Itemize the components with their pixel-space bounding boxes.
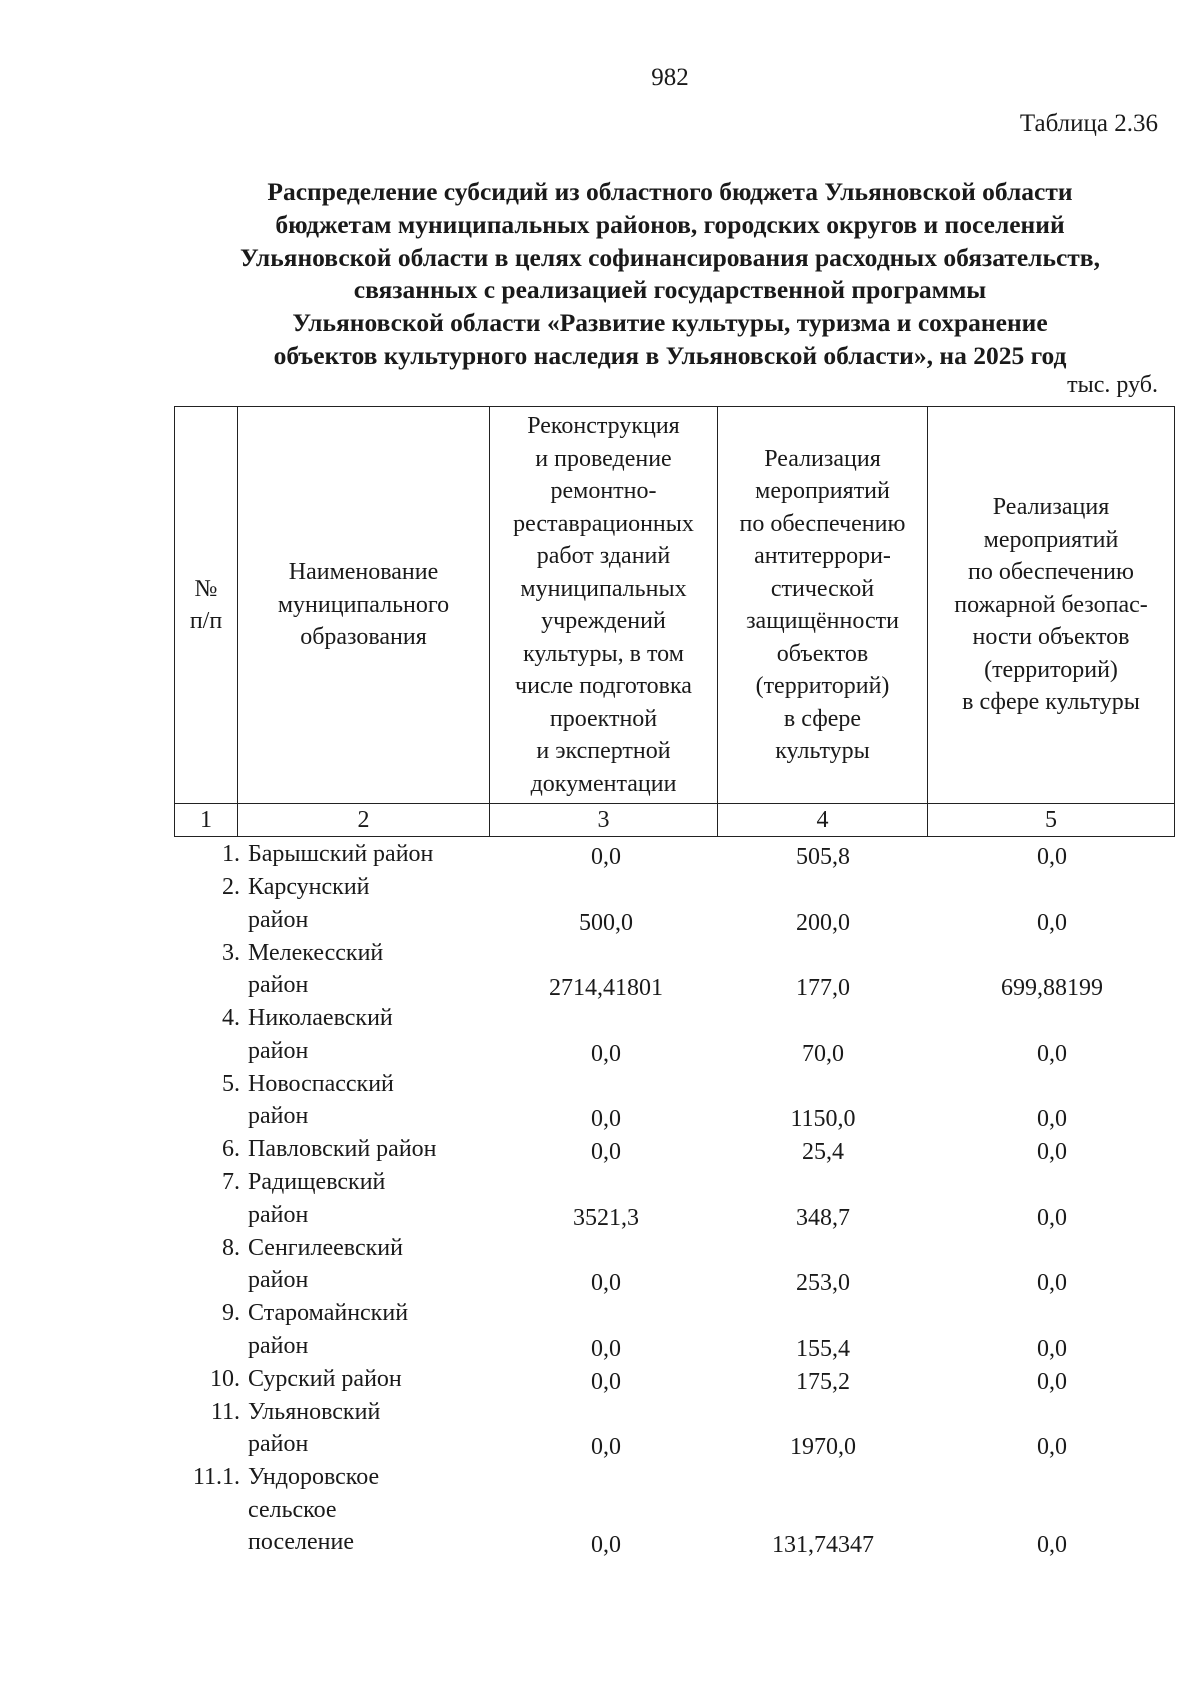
column-header-line: Реконструкция — [527, 413, 680, 439]
value-c5: 0,0 — [1037, 1434, 1067, 1460]
units-label: тыс. руб. — [1067, 372, 1158, 398]
value-c5: 0,0 — [1037, 1139, 1067, 1165]
column-header-line: стической — [770, 575, 875, 602]
value-c4: 25,4 — [802, 1139, 844, 1165]
column-number-1: 1 — [175, 804, 238, 837]
row-number: 10. — [210, 1365, 240, 1392]
municipality-name — [248, 1166, 488, 1231]
municipality-name-line: Старомайнский — [248, 1300, 409, 1326]
value-c5: 0,0 — [1037, 1270, 1067, 1296]
column-header-row — [175, 407, 1175, 804]
value-c3: 0,0 — [591, 1139, 621, 1165]
municipality-name — [248, 1461, 488, 1559]
municipality-name — [248, 1068, 488, 1133]
value-c4: 155,4 — [796, 1335, 850, 1362]
column-header-5 — [928, 407, 1175, 804]
value-c3: 2714,41801 — [549, 975, 663, 1001]
value-c5: 0,0 — [1037, 1040, 1067, 1067]
value-c5: 0,0 — [1037, 1204, 1067, 1231]
row-number: 4. — [222, 1005, 240, 1031]
column-header-line: по обеспечению — [739, 510, 906, 537]
value-c3: 0,0 — [591, 1368, 621, 1395]
column-header-line: муниципальных — [520, 575, 687, 602]
value-c3: 0,0 — [591, 1106, 621, 1132]
municipality-name — [248, 1133, 488, 1166]
column-header-line: в сфере культуры — [962, 689, 1140, 716]
value-c3: 0,0 — [591, 1335, 621, 1362]
value-c4: 177,0 — [796, 975, 850, 1001]
column-header-line: п/п — [189, 608, 223, 634]
value-c3: 0,0 — [591, 1270, 621, 1296]
title-line: объектов культурного наследия в Ульяновской области», на 2025 год — [273, 340, 1067, 370]
value-c4: 70,0 — [802, 1040, 844, 1067]
municipality-name — [248, 871, 488, 936]
column-header-line: муниципального — [277, 591, 450, 618]
column-header-line: объектов — [776, 640, 869, 667]
value-c4: 348,7 — [796, 1204, 850, 1231]
municipality-name-line: район — [248, 906, 309, 933]
table-header — [174, 406, 1175, 837]
value-c5: 0,0 — [1037, 1368, 1067, 1395]
row-number: 6. — [222, 1136, 240, 1162]
value-c4: 1150,0 — [790, 1106, 856, 1132]
title-line: бюджетам муниципальных районов, городских округов и поселений — [275, 209, 1065, 239]
column-header-line: и экспертной — [536, 738, 671, 764]
column-header-line: и проведение — [535, 445, 672, 472]
value-c3: 3521,3 — [573, 1204, 639, 1231]
municipality-name — [248, 1297, 488, 1362]
value-c5: 699,88199 — [1001, 975, 1103, 1001]
value-c4: 200,0 — [796, 909, 850, 936]
row-number: 3. — [222, 939, 240, 966]
municipality-name-line: район — [248, 1103, 309, 1129]
municipality-name-line: поселение — [248, 1529, 355, 1555]
row-number: 11. — [210, 1398, 240, 1425]
municipality-name — [248, 1232, 488, 1297]
column-header-line: работ зданий — [536, 543, 671, 569]
column-header-line: по обеспечению — [968, 559, 1134, 586]
municipality-name-line: Павловский район — [248, 1136, 437, 1162]
municipality-name-line: Сурский район — [248, 1365, 402, 1392]
row-number: 11.1. — [192, 1464, 240, 1490]
column-header-line: мероприятий — [755, 478, 890, 504]
table-label: Таблица 2.36 — [1019, 110, 1158, 137]
column-header-line: образования — [300, 624, 427, 651]
column-number-4: 4 — [718, 804, 928, 837]
value-c5: 0,0 — [1037, 909, 1067, 936]
value-c4: 175,2 — [796, 1368, 850, 1395]
municipality-name-line: Ундоровское — [248, 1464, 380, 1490]
municipality-name-line: Новоспасский — [248, 1070, 394, 1097]
column-header-3 — [490, 407, 718, 804]
column-number-3: 3 — [490, 804, 718, 837]
column-header-line: Реализация — [764, 445, 881, 472]
column-number-5: 5 — [928, 804, 1175, 837]
column-header-line: антитеррори- — [754, 543, 891, 569]
municipality-name-line: сельское — [248, 1496, 337, 1523]
title-line: Ульяновской области в целях софинансирования расходных обязательств, — [240, 242, 1100, 272]
municipality-name-line: район — [248, 1037, 309, 1064]
municipality-name-line: район — [248, 1267, 309, 1293]
value-c4: 253,0 — [796, 1270, 850, 1296]
value-c4: 1970,0 — [790, 1434, 856, 1460]
column-header-line: числе подготовка — [515, 673, 692, 699]
column-header-line: пожарной безопас- — [954, 591, 1148, 618]
title-line: Распределение субсидий из областного бюджета Ульяновской области — [267, 177, 1073, 206]
row-number: 1. — [222, 841, 240, 867]
municipality-name — [248, 937, 488, 1002]
municipality-name-line: Николаевский — [248, 1005, 393, 1031]
value-c5: 0,0 — [1037, 1532, 1067, 1558]
table-title — [170, 176, 1170, 373]
row-number: 7. — [222, 1169, 240, 1195]
row-number: 8. — [222, 1234, 240, 1261]
value-c3: 0,0 — [591, 844, 621, 870]
municipality-name — [248, 1363, 488, 1396]
municipality-name-line: Барышский район — [248, 841, 434, 867]
municipality-name — [248, 1396, 488, 1461]
value-c5: 0,0 — [1037, 844, 1067, 870]
municipality-name-line: Ульяновский — [248, 1398, 381, 1425]
municipality-name-line: район — [248, 972, 309, 998]
column-number-row — [175, 804, 1175, 837]
column-header-line: документации — [530, 770, 677, 797]
column-header-line: № — [194, 575, 218, 602]
value-c4: 131,74347 — [772, 1532, 874, 1558]
column-header-line: ности объектов — [972, 624, 1130, 651]
page-number: 982 — [651, 64, 689, 91]
value-c3: 0,0 — [591, 1040, 621, 1067]
municipality-name-line: Сенгилеевский — [248, 1234, 403, 1261]
municipality-name-line: Карсунский — [248, 874, 370, 900]
column-header-line: ремонтно- — [550, 478, 657, 504]
row-number: 2. — [222, 874, 240, 900]
value-c4: 505,8 — [796, 844, 850, 870]
column-header-1 — [175, 407, 238, 804]
municipality-name-line: район — [248, 1332, 309, 1359]
row-number: 9. — [222, 1300, 240, 1326]
row-number: 5. — [222, 1070, 240, 1097]
column-number-2: 2 — [238, 804, 490, 837]
municipality-name-line: Радищевский — [248, 1169, 386, 1195]
column-header-line: в сфере — [783, 705, 862, 732]
value-c5: 0,0 — [1037, 1106, 1067, 1132]
column-header-line: (территорий) — [984, 656, 1118, 683]
municipality-name-line: Мелекесский — [248, 939, 384, 966]
municipality-name — [248, 1002, 488, 1067]
value-c3: 0,0 — [591, 1434, 621, 1460]
column-header-line: мероприятий — [983, 526, 1119, 553]
column-header-line: культуры — [775, 738, 870, 764]
municipality-name — [248, 838, 488, 871]
value-c5: 0,0 — [1037, 1335, 1067, 1362]
column-header-line: защищённости — [746, 608, 899, 634]
column-header-4 — [718, 407, 928, 804]
column-header-line: культуры, в том — [523, 640, 684, 667]
column-header-line: учреждений — [541, 608, 666, 634]
column-header-line: проектной — [549, 705, 658, 732]
column-header-line: Наименование — [288, 559, 439, 586]
municipality-name-line: район — [248, 1201, 309, 1228]
column-header-line: Реализация — [992, 494, 1110, 521]
title-line: Ульяновской области «Развитие культуры, туризма и сохранение — [292, 308, 1048, 338]
value-c3: 500,0 — [579, 909, 633, 936]
column-header-line: (территорий) — [755, 673, 890, 699]
title-line: связанных с реализацией государственной программы — [353, 275, 987, 305]
column-header-2 — [238, 407, 490, 804]
column-header-line: реставрационных — [513, 510, 694, 537]
value-c3: 0,0 — [591, 1532, 621, 1558]
municipality-name-line: район — [248, 1431, 309, 1457]
